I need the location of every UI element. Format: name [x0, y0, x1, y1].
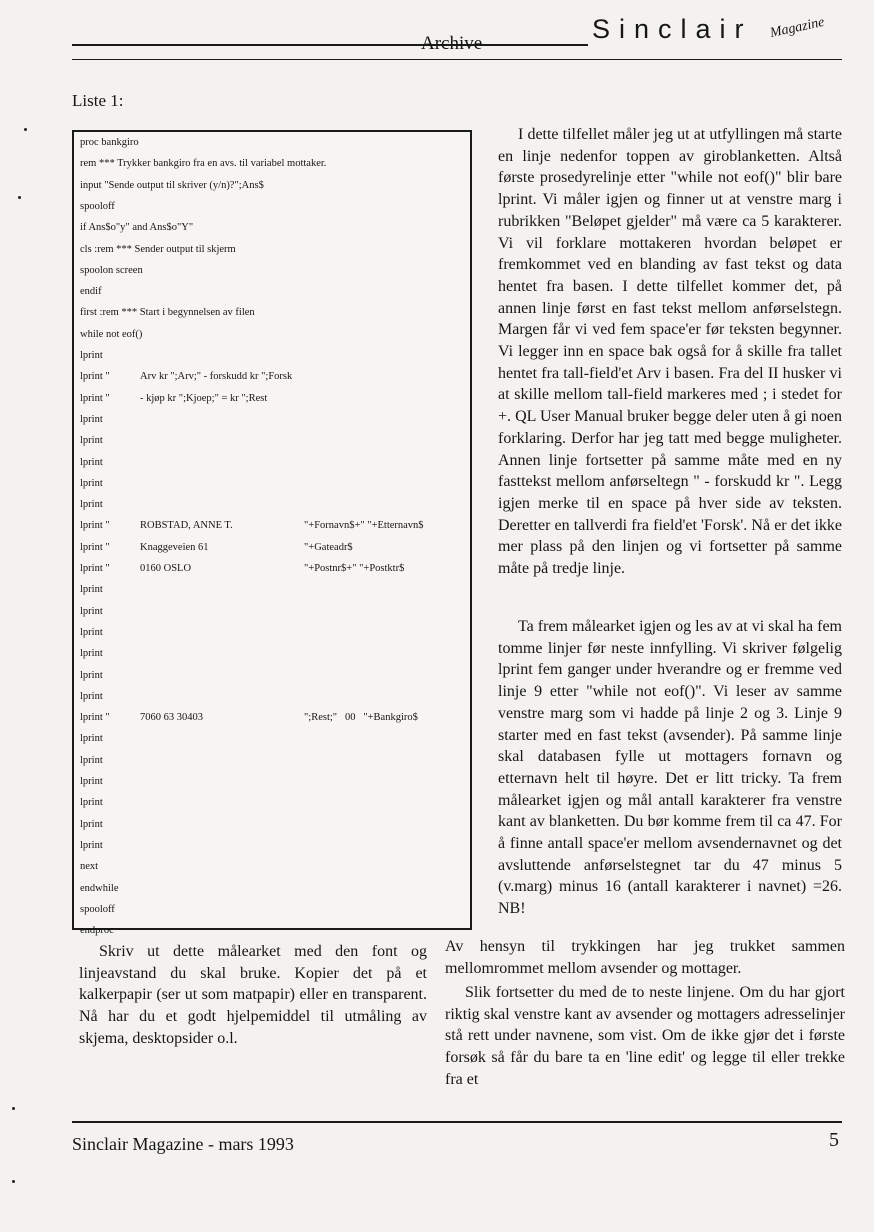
body-paragraph-1: I dette tilfellet måler jeg ut at utfyllingen må starte en linje nedenfor toppen av giroblanketten. Altså første prosedyrelinje etter "while not eof()" blir bare lprint. Vi måler igjen og finner ut at venstre marg i rubrikken "Beløpet gjelder" må være ca 5 karakterer. Vi vil forklare mottakeren hvordan beløpet er fremkommet ved en blanding av fast tekst og data hentet fra basen. I dette tilfellet kommer det, på annen linje først en fast tekst mellom anførselstegn. Margen får vi ved fem space'er før teksten begynner. Vi legger inn en space bak også for å skille fra tallet hentet fra tall-field'et Arv i basen. Fra del II husker vi at skille mellom tall-field markeres med ; i stedet for +. QL User Manual bruker begge deler uten å gi noen forklaring. Derfor har jeg tatt med begge muligheter. Annen linje fortsetter på samme måte med en ny fasttekst mellom anførseltegn " - forskudd kr ". Legg igjen merke til en space på hver side av teksten. Deretter en tallverdi fra field'et 'Forsk'. Nå er det ikke mer plass på den linjen og vi fortsetter på samme måte på tredje linje.: [498, 126, 842, 578]
code-line: [80, 564, 466, 578]
code-keyword: cls :rem *** Sender output til skjerm: [80, 243, 236, 255]
code-keyword: proc bankgiro: [80, 137, 139, 148]
footer-rule: [72, 1121, 842, 1123]
code-keyword: lprint: [80, 350, 103, 361]
code-line: [80, 223, 466, 237]
page-number: 5: [829, 1129, 839, 1151]
code-line: [80, 202, 466, 216]
code-keyword: lprint: [80, 818, 103, 830]
code-keyword: first :rem *** Start i begynnelsen av filen: [80, 307, 255, 319]
code-text: ROBSTAD, ANNE T.: [140, 520, 233, 532]
code-keyword: spoolon screen: [80, 264, 143, 276]
code-text: - kjøp kr ";Kjoep;" = kr ";Rest: [140, 392, 268, 404]
code-line: [80, 521, 466, 535]
code-keyword: lprint: [80, 477, 103, 489]
header-rule-bottom: [72, 59, 842, 60]
listing-title: Liste 1:: [72, 91, 124, 110]
code-keyword: while not eof(): [80, 328, 143, 340]
code-line: [80, 308, 466, 322]
code-line: [80, 266, 466, 280]
code-keyword: rem *** Trykker bankgiro fra en avs. til variabel mottaker.: [80, 158, 327, 170]
code-keyword: if Ans$o"y" and Ans$o"Y": [80, 222, 194, 234]
scan-speck: [24, 128, 27, 131]
code-keyword: lprint: [80, 690, 103, 702]
code-keyword: spooloff: [80, 200, 115, 212]
code-line: [80, 585, 466, 599]
code-line: [80, 372, 466, 386]
code-line: [80, 884, 466, 898]
code-line: [80, 777, 466, 791]
code-line: [80, 862, 466, 876]
code-line: [80, 671, 466, 685]
code-keyword: endproc: [80, 925, 114, 937]
footer-text: Sinclair Magazine - mars 1993: [72, 1134, 294, 1154]
code-keyword: lprint: [80, 626, 103, 638]
code-keyword: lprint: [80, 776, 103, 787]
code-line: [80, 479, 466, 493]
code-keyword: lprint: [80, 413, 103, 425]
code-line: [80, 649, 466, 663]
header-rule-left: [72, 44, 588, 46]
body-paragraph-2: Ta frem målearket igjen og les av at vi skal ha fem tomme linjer før neste innfylling. Vi skriver følgelig lprint fem ganger under hverandre og er fremme ved linje 9 etter "while not eof()". Vi leser av samme venstre marg som vi hadde på linje 2 og 3. Linje 9 starter med en fast tekst (avsender). På samme linje skal databasen fylle ut mottagers fornavn og etternavn helt til høyre. Det er litt tricky. Ta frem målearket igjen og mål antall karakterer fra venstre kant av blanketten. Du bør komme frem til ca 47. For å finne antall space'er mellom avsendernavnet og det avsluttende anførselstegnet tar du 47 minus 5 (v.marg) minus 16 (antall karakterer i navnet) =26. NB!: [498, 618, 842, 918]
code-line: [80, 905, 466, 919]
code-keyword: next: [80, 861, 99, 873]
code-line: [80, 628, 466, 642]
scan-speck: [12, 1107, 15, 1110]
code-keyword: lprint ": [80, 712, 110, 724]
code-line: [80, 159, 466, 173]
code-line: [80, 713, 466, 727]
code-line: [80, 841, 466, 855]
code-field: "+Postnr$+" "+Postktr$: [304, 563, 405, 574]
code-keyword: endwhile: [80, 882, 119, 894]
code-line: [80, 138, 466, 152]
code-line: [80, 415, 466, 429]
code-line: [80, 500, 466, 514]
code-keyword: lprint: [80, 648, 103, 660]
code-line: [80, 543, 466, 557]
code-line: [80, 436, 466, 450]
code-line: [80, 692, 466, 706]
code-keyword: lprint ": [80, 392, 110, 404]
magazine-brand-sub: Magazine: [768, 14, 826, 42]
code-line: [80, 330, 466, 344]
scan-speck: [18, 196, 21, 199]
code-line: [80, 351, 466, 365]
code-field: "+Fornavn$+" "+Etternavn$: [304, 520, 424, 532]
code-line: [80, 287, 466, 301]
code-keyword: lprint ": [80, 563, 110, 574]
magazine-brand: Sinclair: [592, 14, 753, 44]
code-listing: [72, 130, 472, 937]
code-text: Knaggeveien 61: [140, 541, 209, 553]
code-keyword: lprint: [80, 797, 103, 809]
code-keyword: lprint: [80, 584, 103, 596]
code-keyword: spooloff: [80, 903, 115, 915]
code-line: [80, 245, 466, 259]
code-line: [80, 458, 466, 472]
code-keyword: lprint: [80, 605, 103, 617]
code-line: [80, 394, 466, 408]
code-text: 7060 63 30403: [140, 712, 203, 724]
code-keyword: lprint: [80, 435, 103, 447]
code-field: "+Gateadr$: [304, 541, 353, 553]
code-line: [80, 607, 466, 621]
code-keyword: lprint ": [80, 520, 110, 532]
code-line: [80, 181, 466, 195]
code-line: [80, 798, 466, 812]
code-keyword: lprint ": [80, 541, 110, 553]
code-keyword: endif: [80, 286, 102, 298]
code-line: [80, 820, 466, 834]
code-line: [80, 734, 466, 748]
code-keyword: lprint: [80, 669, 103, 681]
code-keyword: lprint: [80, 754, 103, 766]
code-field: ";Rest;" 00 "+Bankgiro$: [304, 712, 418, 724]
scan-speck: [12, 1180, 15, 1183]
section-label: Archive: [421, 33, 483, 54]
code-text: 0160 OSLO: [140, 563, 192, 574]
code-keyword: lprint: [80, 839, 103, 851]
code-line: [80, 756, 466, 770]
body-paragraph-5: Slik fortsetter du med de to neste linjene. Om du har gjort riktig skal venstre kant av avsender og mottagers adresselinjer stå rett under navnene, som vist. Om de ikke gjør det i første forsøk så får du bare ta en 'line edit' og legge til eller trekke fra et: [445, 984, 845, 1088]
body-paragraph-3: Skriv ut dette målearket med den font og linjeavstand du skal bruke. Kopier det på et kalkerpapir (ser ut som matpapir) eller en transparent. Nå har du et godt hjelpemiddel til utmåling av skjema, desktopsider o.l.: [79, 943, 427, 1047]
code-text: Arv kr ";Arv;" - forskudd kr ";Forsk: [140, 371, 293, 383]
code-keyword: lprint ": [80, 371, 110, 383]
code-keyword: input "Sende output til skriver (y/n)?";Ans$: [80, 179, 264, 191]
code-keyword: lprint: [80, 499, 103, 511]
code-keyword: lprint: [80, 456, 103, 468]
code-keyword: lprint: [80, 733, 103, 745]
body-paragraph-4: Av hensyn til trykkingen har jeg trukket sammen mellomrommet mellom avsender og mottager.: [445, 938, 845, 977]
code-line: [80, 926, 466, 940]
